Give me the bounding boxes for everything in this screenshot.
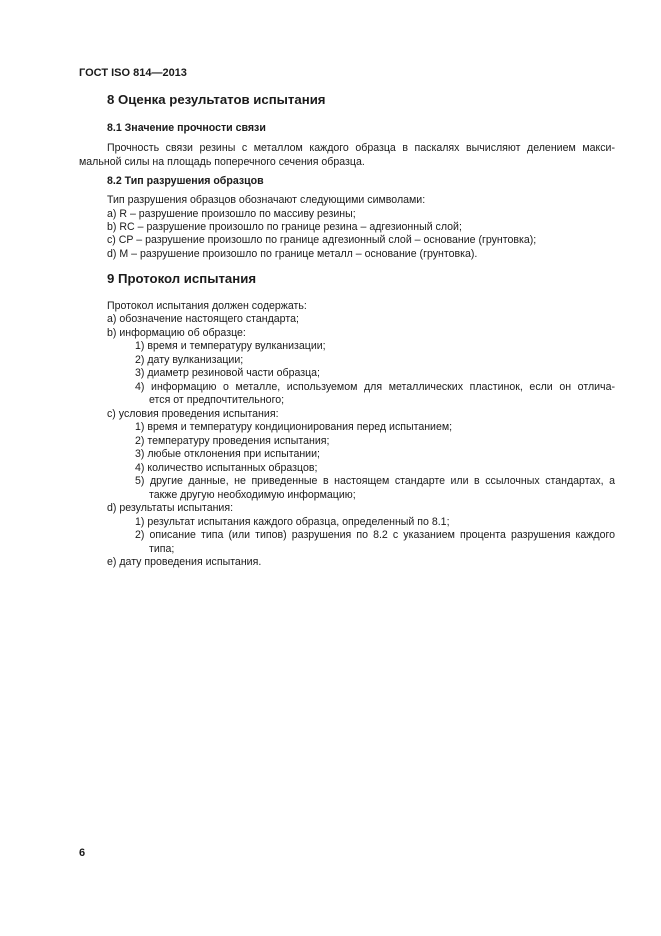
- document-header: ГОСТ ISO 814—2013: [79, 67, 187, 79]
- list-subitem-d2: [135, 528, 615, 542]
- page-number: 6: [79, 847, 86, 859]
- list-item-e: e) дату проведения испытания.: [107, 556, 262, 568]
- list-subitem-c5: [135, 474, 615, 488]
- list-item-d: d) результаты испытания:: [107, 502, 234, 514]
- list-subitem-text: 4) информацию о металле, используемом для металлических пластинок, если он отлича-: [135, 381, 615, 393]
- list-subitem-continuation: также другую необходимую информацию;: [149, 489, 356, 501]
- list-item-a: a) обозначение настоящего стандарта;: [107, 313, 299, 325]
- list-subitem-text: 2) описание типа (или типов) разрушения по 8.2 с указанием процента разрушения каждого: [135, 529, 615, 541]
- list-subitem-text: 5) другие данные, не приведенные в настоящем стандарте или в ссылочных стандартах, а: [135, 475, 615, 487]
- section-8-2-intro: Тип разрушения образцов обозначают следующими символами:: [107, 194, 426, 206]
- list-subitem: 3) любые отклонения при испытании;: [135, 448, 320, 460]
- list-subitem: 1) время и температуру кондиционирования перед испытанием;: [135, 421, 453, 433]
- list-subitem-b4: [135, 380, 615, 394]
- section-8-1-title: 8.1 Значение прочности связи: [107, 122, 266, 134]
- section-9-intro: Протокол испытания должен содержать:: [107, 300, 307, 312]
- list-subitem: 1) результат испытания каждого образца, определенный по 8.1;: [135, 516, 450, 528]
- list-subitem-continuation: типа;: [149, 543, 175, 555]
- section-8-1-paragraph: [79, 141, 615, 169]
- list-item-c: c) условия проведения испытания:: [107, 408, 279, 420]
- list-subitem: 3) диаметр резиновой части образца;: [135, 367, 320, 379]
- section-8-2-title: 8.2 Тип разрушения образцов: [107, 175, 264, 187]
- section-8-title: 8 Оценка результатов испытания: [107, 92, 326, 107]
- list-subitem: 2) дату вулканизации;: [135, 354, 244, 366]
- list-subitem: 4) количество испытанных образцов;: [135, 462, 318, 474]
- section-9-title: 9 Протокол испытания: [107, 271, 257, 286]
- list-item: a) R – разрушение произошло по массиву резины;: [107, 208, 356, 220]
- list-item: d) M – разрушение произошло по границе металл – основание (грунтовка).: [107, 248, 478, 260]
- list-item: b) RC – разрушение произошло по границе резина – адгезионный слой;: [107, 221, 462, 233]
- list-subitem: 2) температуру проведения испытания;: [135, 435, 330, 447]
- list-item: c) CP – разрушение произошло по границе адгезионный слой – основание (грунтовка);: [107, 234, 537, 246]
- list-item-b: b) информацию об образце:: [107, 327, 246, 339]
- list-subitem-continuation: ется от предпочтительного;: [149, 394, 285, 406]
- list-subitem: 1) время и температуру вулканизации;: [135, 340, 326, 352]
- section-8-1-text: Прочность связи резины с металлом каждого образца в паскалях вычисляют делением макси-мальной силы на площадь поперечного сечения образца.: [79, 142, 615, 168]
